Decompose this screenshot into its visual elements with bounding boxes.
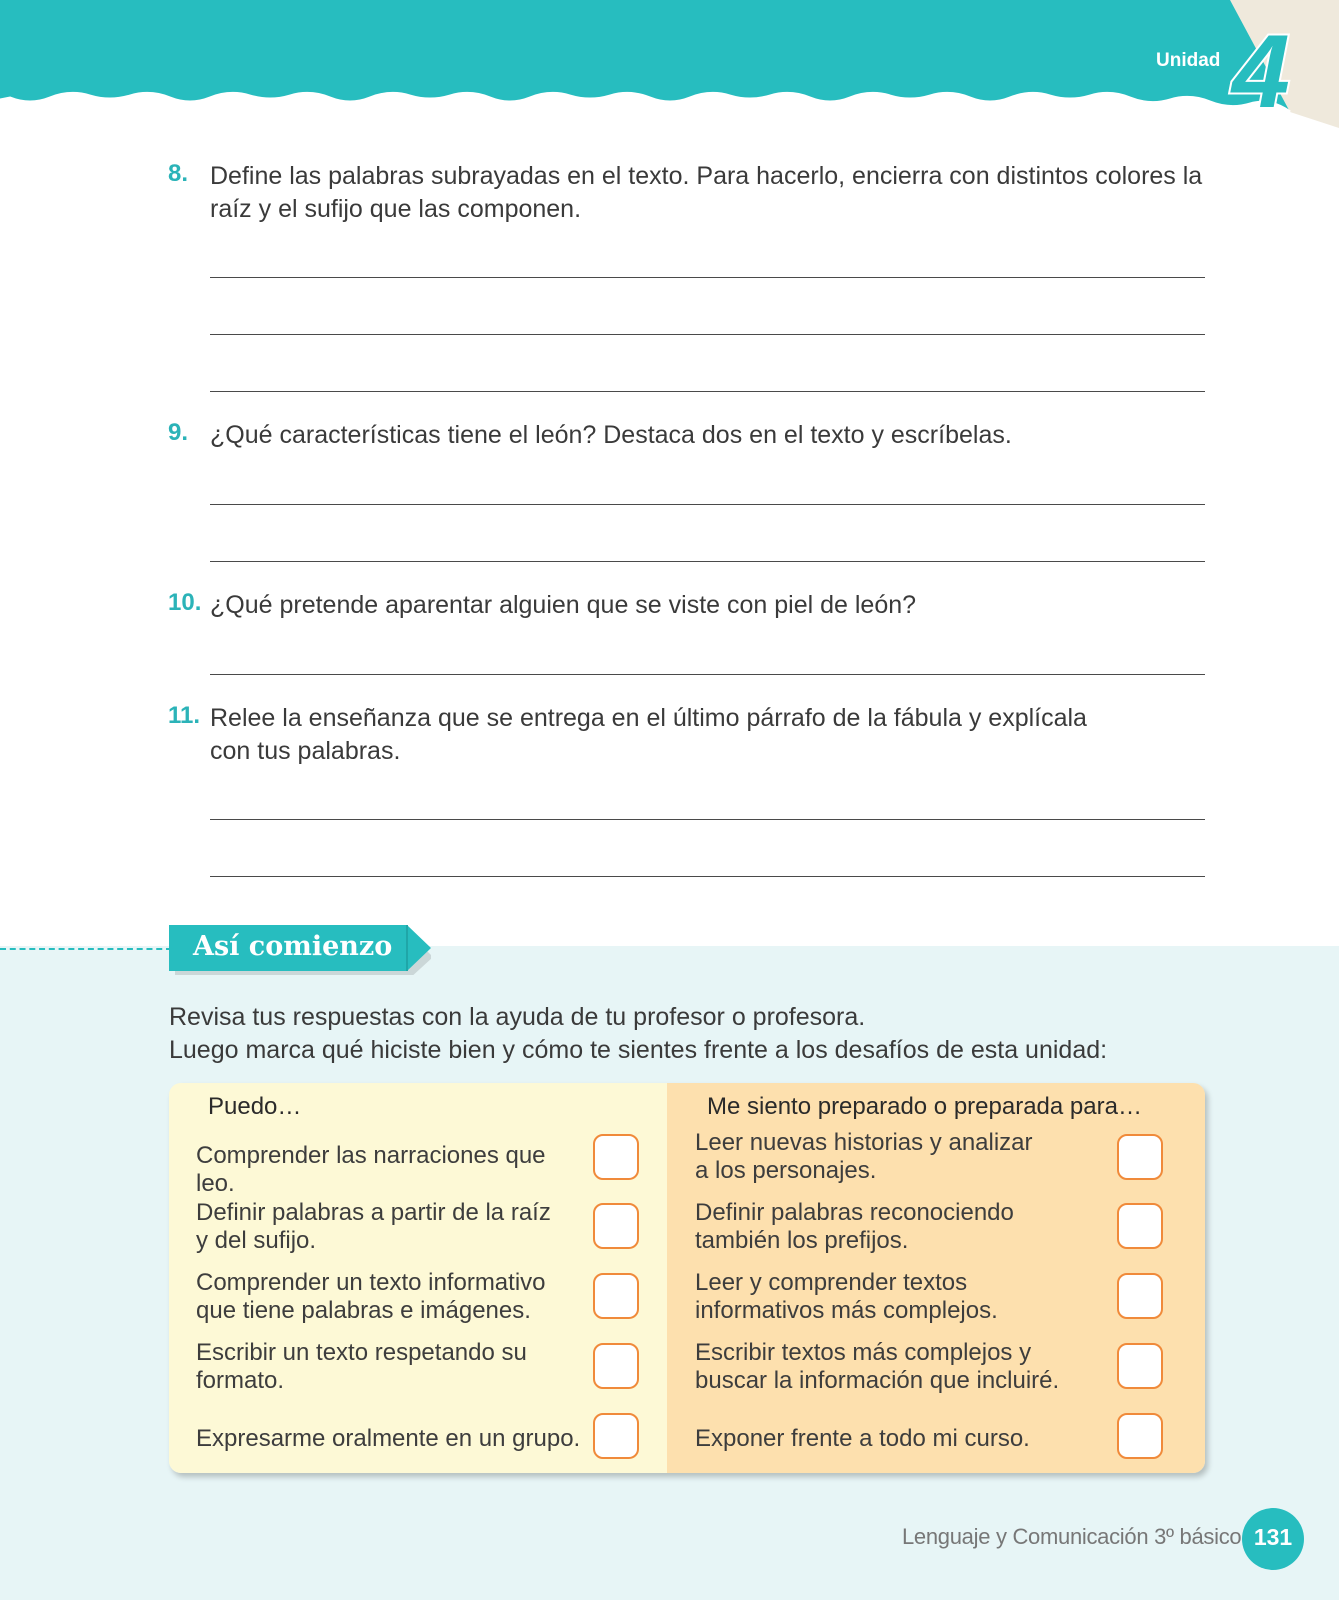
checklist-item-text: Exponer frente a todo mi curso. [695, 1425, 1030, 1452]
checklist-checkbox[interactable] [1117, 1273, 1163, 1319]
question-10 [168, 589, 1208, 625]
answer-line[interactable] [210, 504, 1205, 505]
checklist-column-me-siento [667, 1083, 1205, 1473]
column-header: Me siento preparado o preparada para… [707, 1093, 1142, 1120]
unit-number: 4 [1232, 14, 1290, 130]
question-9 [168, 419, 1208, 455]
checklist-item-text: Definir palabras a partir de la raíz y del sufijo. [196, 1199, 551, 1254]
checklist-checkbox[interactable] [593, 1203, 639, 1249]
header-band [0, 0, 1339, 130]
answer-line[interactable] [210, 561, 1205, 562]
checklist-checkbox[interactable] [1117, 1134, 1163, 1180]
checklist-item-text: Expresarme oralmente en un grupo. [196, 1425, 581, 1452]
checklist-item-text: Leer nuevas historias y analizar a los personajes. [695, 1129, 1033, 1184]
question-8 [168, 160, 1208, 230]
answer-line[interactable] [210, 819, 1205, 820]
question-number: 11. [168, 702, 201, 729]
checklist-checkbox[interactable] [593, 1343, 639, 1389]
question-text: Relee la enseñanza que se entrega en el último párrafo de la fábula y explícala con tus palabras. [210, 704, 1087, 765]
checklist-checkbox[interactable] [593, 1413, 639, 1459]
self-evaluation-checklist [169, 1083, 1205, 1473]
question-text: Define las palabras subrayadas en el texto. Para hacerlo, encierra con distintos colores la raíz y el sufijo que las componen. [210, 162, 1203, 223]
checklist-item-text: Comprender un texto informativo que tiene palabras e imágenes. [196, 1269, 546, 1324]
question-number: 8. [168, 160, 189, 187]
answer-line[interactable] [210, 391, 1205, 392]
dashed-divider [0, 948, 172, 950]
checklist-item-text: Escribir un texto respetando su formato. [196, 1339, 527, 1394]
question-number: 10. [168, 589, 202, 616]
section-intro-line: Luego marca qué hiciste bien y cómo te sientes frente a los desafíos de esta unidad: [169, 1036, 1108, 1064]
page-number: 131 [1253, 1524, 1293, 1550]
column-header: Puedo… [208, 1093, 302, 1120]
checklist-checkbox[interactable] [1117, 1203, 1163, 1249]
checklist-checkbox[interactable] [593, 1134, 639, 1180]
checklist-column-puedo [169, 1083, 667, 1473]
answer-line[interactable] [210, 334, 1205, 335]
question-text: ¿Qué características tiene el león? Destaca dos en el texto y escríbelas. [210, 421, 1012, 449]
checklist-checkbox[interactable] [1117, 1343, 1163, 1389]
section-title: Así comienzo [193, 931, 393, 962]
checklist-item-text: Comprender las narraciones que leo. [196, 1142, 546, 1197]
answer-line[interactable] [210, 277, 1205, 278]
answer-line[interactable] [210, 674, 1205, 675]
checklist-checkbox[interactable] [593, 1273, 639, 1319]
section-intro-line: Revisa tus respuestas con la ayuda de tu profesor o profesora. [169, 1003, 866, 1031]
checklist-item-text: Definir palabras reconociendo también los prefijos. [695, 1199, 1014, 1254]
question-text: ¿Qué pretende aparentar alguien que se viste con piel de león? [210, 591, 917, 619]
question-11 [168, 702, 1208, 772]
checklist-item-text: Leer y comprender textos informativos más complejos. [695, 1269, 998, 1324]
answer-line[interactable] [210, 876, 1205, 877]
checklist-checkbox[interactable] [1117, 1413, 1163, 1459]
question-number: 9. [168, 419, 189, 446]
unit-label: Unidad [1156, 50, 1221, 71]
book-title: Lenguaje y Comunicación 3º básico [902, 1524, 1242, 1549]
checklist-item-text: Escribir textos más complejos y buscar la información que incluiré. [695, 1339, 1060, 1394]
